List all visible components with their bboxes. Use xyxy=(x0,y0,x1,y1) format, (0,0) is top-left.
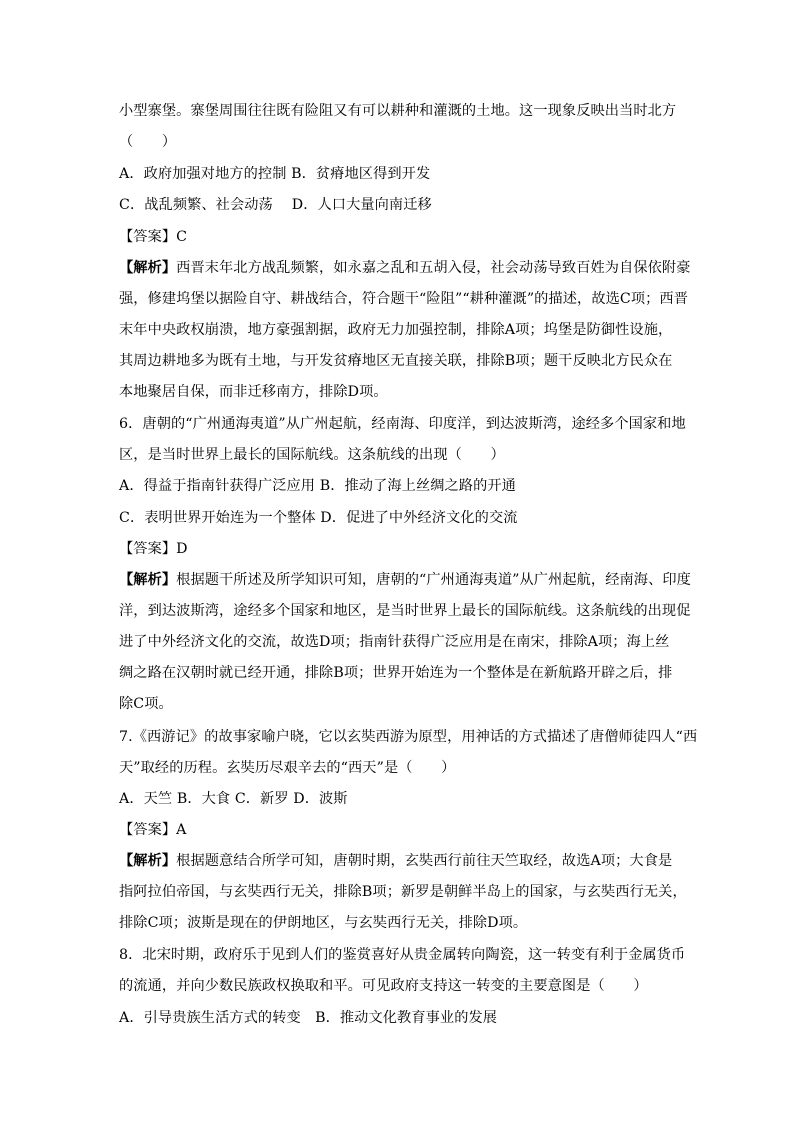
question-8-stem-line-1: 8．北宋时期，政府乐于见到人们的鉴赏喜好从贵金属转向陶瓷，这一转变有利于金属货币 xyxy=(119,947,686,963)
question-6-options-ab: A．得益于指南针获得广泛应用 B．推动了海上丝绸之路的开通 xyxy=(119,478,516,494)
question-5-analysis-line-3: 末年中央政权崩溃，地方豪强割据，政府无力加强控制，排除A项；坞堡是防御性设施， xyxy=(119,322,673,338)
question-7-analysis-line-3: 排除C项；波斯是现在的伊朗地区，与玄奘西行无关，排除D项。 xyxy=(119,915,528,931)
question-6-analysis-line-3: 进了中外经济文化的交流，故选D项；指南针获得广泛应用是在南宋，排除A项；海上丝 xyxy=(119,634,670,650)
analysis-text: 西晋末年北方战乱频繁，如永嘉之乱和五胡入侵，社会动荡导致百姓为自保依附豪 xyxy=(176,260,691,276)
question-5-options-cd: C．战乱频繁、社会动荡 D．人口大量向南迁移 xyxy=(119,197,432,213)
question-8-stem-line-2: 的流通，并向少数民族政权换取和平。可见政府支持这一转变的主要意图是（ ） xyxy=(119,978,648,994)
question-7-options: A．天竺 B．大食 C．新罗 D．波斯 xyxy=(119,791,348,807)
question-5-answer: 【答案】C xyxy=(119,229,188,245)
question-5-options-ab: A．政府加强对地方的控制 B．贫瘠地区得到开发 xyxy=(119,166,431,182)
question-5-analysis-line-1 xyxy=(119,258,691,278)
question-5-blank: （ ） xyxy=(119,134,177,150)
analysis-tag: 【解析】 xyxy=(119,572,177,588)
analysis-tag: 【解析】 xyxy=(119,853,177,869)
analysis-tag: 【解析】 xyxy=(119,260,177,276)
question-6-options-cd: C．表明世界开始连为一个整体 D．促进了中外经济文化的交流 xyxy=(119,510,518,526)
question-6-analysis-line-5: 除C项。 xyxy=(119,696,173,712)
question-5-analysis-line-5: 本地聚居自保，而非迁移南方，排除D项。 xyxy=(119,384,388,400)
question-7-stem-line-2: 天”取经的历程。玄奘历尽艰辛去的“西天”是（ ） xyxy=(119,760,456,776)
question-6-stem-line-1: 6．唐朝的“广州通海夷道”从广州起航，经南海、印度洋，到达波斯湾，途经多个国家和地 xyxy=(119,416,686,432)
question-7-stem-line-1: 7.《西游记》的故事家喻户晓，它以玄奘西游为原型，用神话的方式描述了唐僧师徒四人“西 xyxy=(119,729,698,745)
question-7-analysis-line-2: 指阿拉伯帝国，与玄奘西行无关，排除B项；新罗是朝鲜半岛上的国家，与玄奘西行无关， xyxy=(119,884,687,900)
question-6-stem-line-2: 区，是当时世界上最长的国际航线。这条航线的出现（ ） xyxy=(119,447,505,463)
question-5-analysis-line-4: 其周边耕地多为既有土地，与开发贫瘠地区无直接关联，排除B项；题干反映北方民众在 xyxy=(119,353,673,369)
question-5-analysis-line-2: 强，修建坞堡以据险自守、耕战结合，符合题干“险阻”“耕种灌溉”的描述，故选C项；西晋 xyxy=(119,291,689,307)
question-6-analysis-line-4: 绸之路在汉朝时就已经开通，排除B项；世界开始连为一个整体是在新航路开辟之后，排 xyxy=(119,665,673,681)
question-7-analysis-line-1 xyxy=(119,851,679,871)
question-7-answer: 【答案】A xyxy=(119,822,187,838)
question-6-analysis-line-1 xyxy=(119,570,691,590)
analysis-text: 根据题意结合所学可知，唐朝时期，玄奘西行前往天竺取经，故选A项；大食是 xyxy=(176,853,673,869)
question-6-analysis-line-2: 洋，到达波斯湾，途经多个国家和地区，是当时世界上最长的国际航线。这条航线的出现促 xyxy=(119,603,691,619)
question-6-answer: 【答案】D xyxy=(119,541,188,557)
question-8-options-ab: A．引导贵族生活方式的转变 B．推动文化教育事业的发展 xyxy=(119,1010,498,1026)
analysis-text: 根据题干所述及所学知识可知，唐朝的“广州通海夷道”从广州起航，经南海、印度 xyxy=(176,572,691,588)
question-5-stem-line-2: 小型寨堡。寨堡周围往往既有险阻又有可以耕种和灌溉的土地。这一现象反映出当时北方 xyxy=(119,103,677,119)
